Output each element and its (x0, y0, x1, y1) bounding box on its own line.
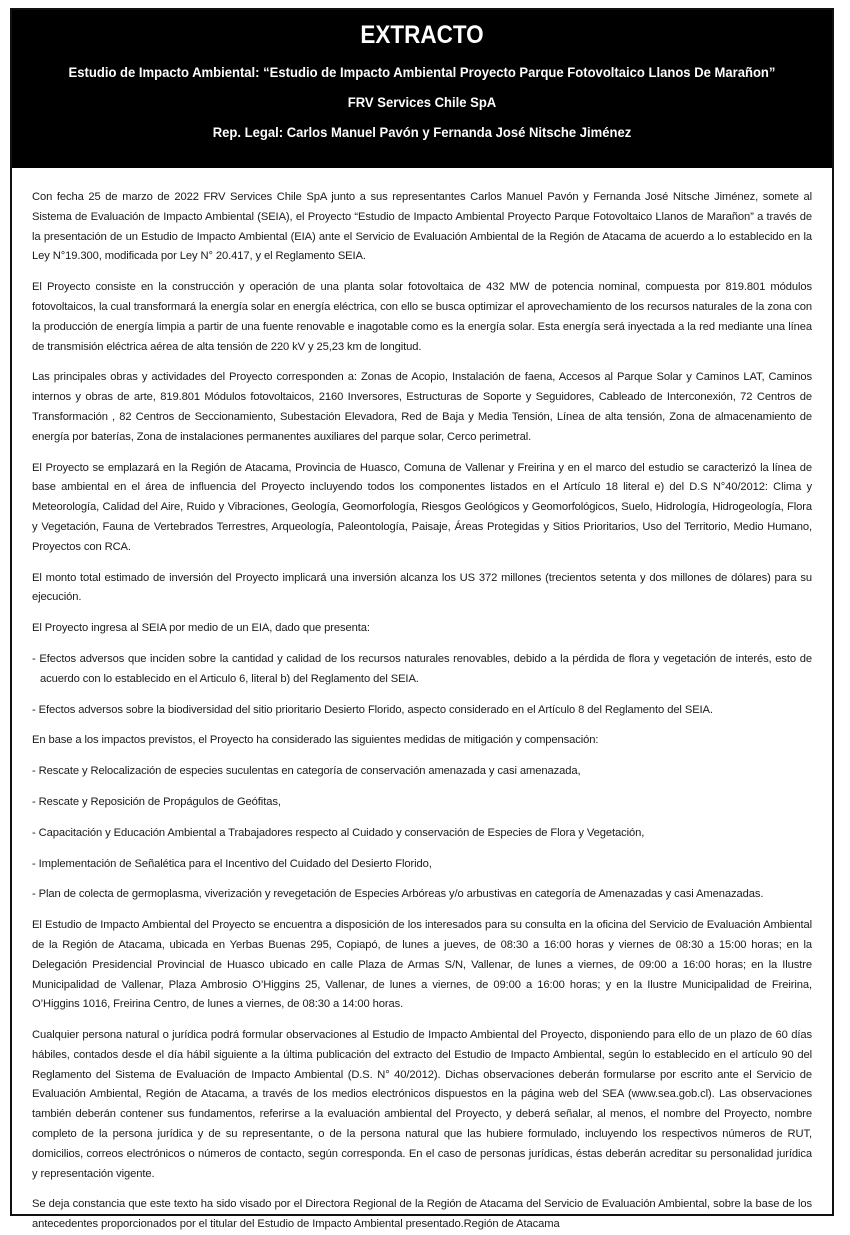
list-item: - Rescate y Reposición de Propágulos de Geófitas, (32, 795, 281, 808)
document-title: EXTRACTO (360, 21, 484, 49)
paragraph-project-description: El Proyecto consiste en la construcción y operación de una planta solar fotovoltaica de 432 MW de potencia nominal, compuesta por 819.801 módulos fotovoltaicos, la cual transformará la energía solar en energía eléctrica, con ello se busca optimizar el aprovechamiento de los recursos naturales de la zona con la producción de energía limpia a partir de una fuente renovable e inagotable como es la energía solar. Esta energía será inyectada a la red mediante una línea de transmisión eléctrica aérea de alta tensión de 220 kV y 25,23 km de longitud. (32, 281, 812, 353)
header-banner (12, 10, 832, 168)
paragraph-closing: Se deja constancia que este texto ha sido visado por el Directora Regional de la Región de Atacama del Servicio de Evaluación Ambiental, sobre la base de los antecedentes proporcionados por el titular del Estudio de Impacto Ambiental presentado.Región de Atacama (32, 1198, 812, 1231)
paragraph-investment: El monto total estimado de inversión del Proyecto implicará una inversión alcanza los US 372 millones (trecientos setenta y dos millones de dólares) para su ejecución. (32, 571, 812, 604)
list-item: - Plan de colecta de germoplasma, viverización y revegetación de Especies Arbóreas y/o arbustivas en categoría de Amenazadas y casi Amenazadas. (32, 888, 764, 901)
paragraph-mitigation-intro: En base a los impactos previstos, el Proyecto ha considerado las siguientes medidas de mitigación y compensación: (32, 734, 599, 747)
company-name: FRV Services Chile SpA (347, 95, 497, 111)
extract-frame (10, 8, 834, 1231)
document-body (12, 168, 832, 1235)
legal-representatives: Rep. Legal: Carlos Manuel Pavón y Fernanda José Nitsche Jiménez (212, 125, 632, 141)
study-title: Estudio de Impacto Ambiental: “Estudio de Impacto Ambiental Proyecto Parque Fotovoltaico Llanos De Marañon” (68, 65, 776, 81)
list-item: - Efectos adversos sobre la biodiversidad del sitio prioritario Desierto Florido, aspecto considerado en el Artículo 8 del Reglamento del SEIA. (32, 703, 713, 716)
list-item: - Capacitación y Educación Ambiental a Trabajadores respecto al Cuidado y conservación de Especies de Flora y Vegetación, (32, 826, 645, 839)
list-item: - Rescate y Relocalización de especies suculentas en categoría de conservación amenazada y casi amenazada, (32, 765, 581, 778)
paragraph-submission: Con fecha 25 de marzo de 2022 FRV Services Chile SpA junto a sus representantes Carlos Manuel Pavón y Fernanda José Nitsche Jiménez, somete al Sistema de Evaluación de Impacto Ambiental (SEIA), el Proyecto “Estudio de Impacto Ambiental Proyecto Parque Fotovoltaico Llanos de Marañon” a través de la presentación de un Estudio de Impacto Ambiental (EIA) ante el Servicio de Evaluación Ambiental de la Región de Atacama de acuerdo a lo establecido en la Ley N°19.300, modificada por Ley N° 20.417, y el Reglamento SEIA. (32, 191, 812, 263)
list-item: - Efectos adversos que inciden sobre la cantidad y calidad de los recursos naturales renovables, debido a la pérdida de flora y vegetación de interés, esto de acuerdo con lo establecido en el Articulo 6, literal b) del Reglamento del SEIA. (32, 652, 812, 685)
paragraph-availability: El Estudio de Impacto Ambiental del Proyecto se encuentra a disposición de los interesados para su consulta en la oficina del Servicio de Evaluación Ambiental de la Región de Atacama, ubicada en Yerbas Buenas 295, Copiapó, de lunes a jueves, de 08:30 a 16:00 horas y viernes de 08:30 a 15:00 horas; en la Delegación Presidencial Provincial de Huasco ubicado en calle Plaza de Armas S/N, Vallenar, de lunes a viernes, de 09:00 a 16:00 horas; en la Ilustre Municipalidad de Vallenar, Plaza Ambrosio O’Higgins 25, Vallenar, de lunes a viernes, de 09:00 a 16:00 horas; y en la Ilustre Municipalidad de Freirina, O’Higgins 1016, Freirina Centro, de lunes a viernes, de 08:30 a 14:00 horas. (32, 919, 812, 1011)
paragraph-main-works: Las principales obras y actividades del Proyecto corresponden a: Zonas de Acopio, Instalación de faena, Accesos al Parque Solar y Caminos LAT, Caminos internos y obras de arte, 819.801 Módulos fotovoltaicos, 2160 Inversores, Estructuras de Soporte y Seguidores, Cableado de Interconexión, 72 Centros de Transformación , 82 Centros de Seccionamiento, Subestación Elevadora, Red de Baja y Media Tensión, Línea de alta tensión, Zona de almacenamiento de energía por baterías, Zona de instalaciones permanentes auxiliares del parque solar, Cerco perimetral. (32, 371, 812, 443)
paragraph-observations: Cualquier persona natural o jurídica podrá formular observaciones al Estudio de Impacto Ambiental del Proyecto, disponiendo para ello de un plazo de 60 días hábiles, contados desde el día hábil siguiente a la última publicación del extracto del Estudio de Impacto Ambiental, según lo establecido en el artículo 90 del Reglamento del Sistema de Evaluación de Impacto Ambiental (D.S. N° 40/2012). Dichas observaciones deberán formularse por escrito ante el Servicio de Evaluación Ambiental, Región de Atacama, a través de los medios electrónicos dispuestos en la página web del SEA (www.sea.gob.cl). Las observaciones también deberán contener sus fundamentos, referirse a la evaluación ambiental del Proyecto, y deberá señalar, al menos, el nombre del Proyecto, nombre completo de la persona jurídica y de su representante, o de la persona natural que las hubiere formulado, incluyendo los respectivos números de RUT, domicilios, correos electrónicos o números de contacto, según corresponda. En el caso de personas jurídicas, éstas deberán acreditar su personalidad jurídica y representación vigente. (32, 1029, 812, 1180)
list-item: - Implementación de Señalética para el Incentivo del Cuidado del Desierto Florido, (32, 857, 432, 870)
paragraph-location-baseline: El Proyecto se emplazará en la Región de Atacama, Provincia de Huasco, Comuna de Vallenar y Freirina y en el marco del estudio se caracterizó la línea de base ambiental en el área de influencia del Proyecto incluyendo todos los componentes listados en el Artículo 18 literal e) del D.S N°40/2012: Clima y Meteorología, Calidad del Aire, Ruido y Vibraciones, Geología, Geomorfología, Riesgos Geológicos y Geomorfológicos, Suelo, Hidrología, Hidrogeología, Flora y Vegetación, Fauna de Vertebrados Terrestres, Arqueología, Paleontología, Paisaje, Áreas Protegidas y Sitios Prioritarios, Uso del Territorio, Medio Humano, Proyectos con RCA. (32, 461, 812, 553)
paragraph-eia-reason: El Proyecto ingresa al SEIA por medio de un EIA, dado que presenta: (32, 622, 370, 635)
